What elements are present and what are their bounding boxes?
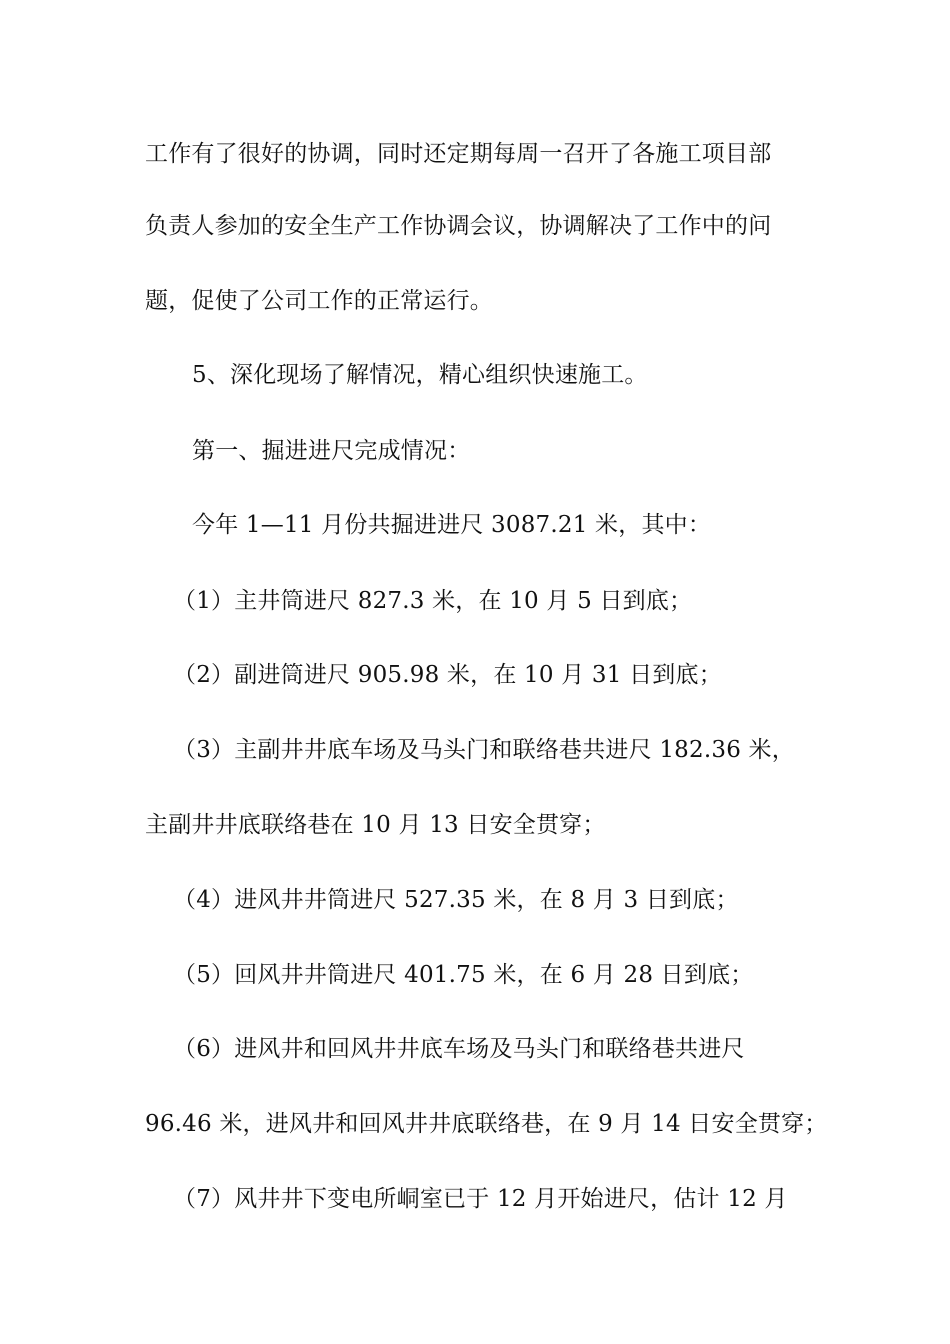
subsection-title: 第一、掘进进尺完成情况： (192, 438, 471, 464)
list-item: （4）进风井井筒进尺 527.35 米，在 8 月 3 日到底； (173, 887, 739, 913)
list-item: （6）进风井和回风井井底车场及马头门和联络巷共进尺 (173, 1036, 745, 1062)
summary-line: 今年 1—11 月份共掘进进尺 3087.21 米，其中： (192, 512, 712, 538)
list-item: （7）风井井下变电所峒室已于 12 月开始进尺，估计 12 月 (173, 1186, 788, 1212)
list-item-continuation: 主副井井底联络巷在 10 月 13 日安全贯穿； (145, 812, 606, 838)
paragraph-line: 题，促使了公司工作的正常运行。 (145, 288, 493, 314)
list-item: （3）主副井井底车场及马头门和联络巷共进尺 182.36 米， (173, 737, 795, 763)
list-item-continuation: 96.46 米，进风井和回风井井底联络巷，在 9 月 14 日安全贯穿； (145, 1111, 828, 1137)
list-item: （1）主井筒进尺 827.3 米，在 10 月 5 日到底； (173, 588, 693, 614)
list-item: （5）回风井井筒进尺 401.75 米，在 6 月 28 日到底； (173, 962, 754, 988)
paragraph-line: 负责人参加的安全生产工作协调会议，协调解决了工作中的问 (145, 213, 772, 239)
paragraph-line: 工作有了很好的协调，同时还定期每周一召开了各施工项目部 (145, 141, 772, 167)
list-item: （2）副进筒进尺 905.98 米，在 10 月 31 日到底； (173, 662, 722, 688)
section-heading: 5、深化现场了解情况，精心组织快速施工。 (192, 362, 648, 388)
